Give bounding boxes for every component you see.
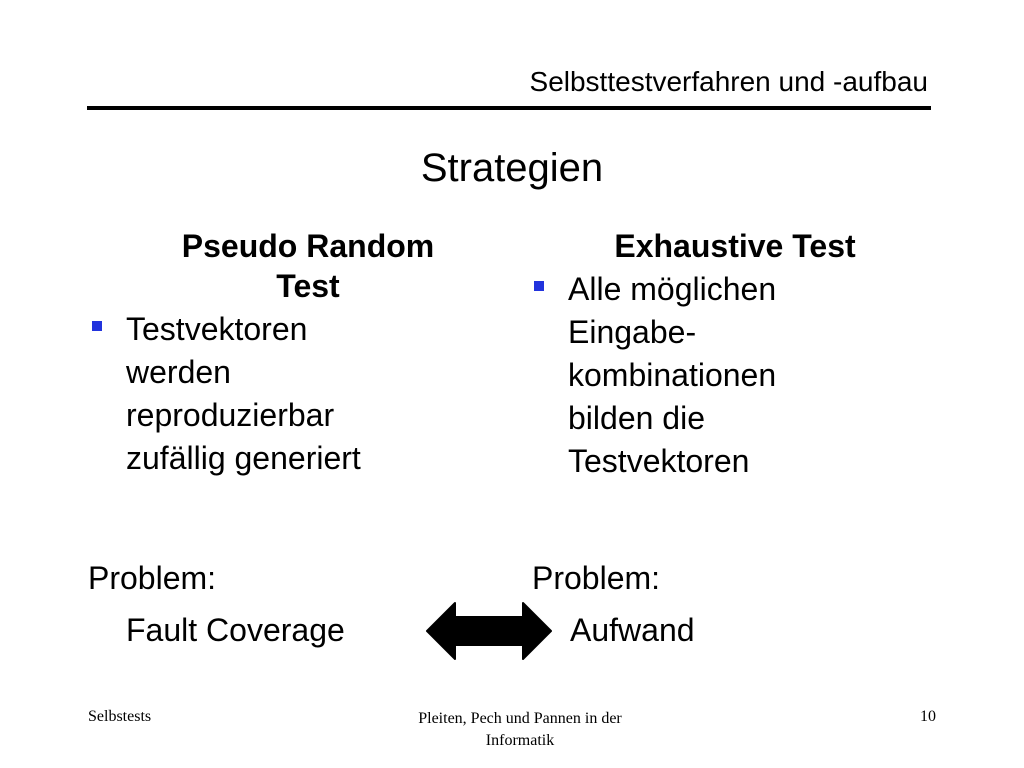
footer-title-line-1: Pleiten, Pech und Pannen in der [418, 710, 622, 727]
right-bullet-line-2: Eingabe- [568, 314, 697, 350]
right-bullet-line-3: kombinationen [568, 357, 777, 393]
left-problem-label: Problem: [88, 560, 217, 596]
left-heading-line-2: Test [276, 268, 340, 304]
double-headed-arrow-icon [425, 600, 553, 662]
right-bullet-line-4: bilden die [568, 400, 705, 436]
left-column [88, 226, 528, 480]
left-bullet-line-2: werden [126, 354, 231, 390]
right-problem-label: Problem: [532, 560, 661, 596]
page-number: 10 [920, 708, 936, 725]
right-bullet-line-5: Testvektoren [568, 443, 750, 479]
right-column-heading: Exhaustive Test [614, 228, 856, 264]
left-column-heading [88, 226, 528, 306]
slide-title: Strategien [420, 146, 604, 190]
right-column [530, 226, 950, 483]
footer-presentation-title [380, 708, 660, 752]
right-bullet-line-1: Alle möglichen [568, 271, 777, 307]
square-bullet-icon [534, 281, 544, 291]
left-bullet [88, 308, 528, 480]
square-bullet-icon [92, 321, 102, 331]
header-divider [87, 106, 931, 110]
left-bullet-line-1: Testvektoren [126, 311, 308, 347]
left-bullet-line-4: zufällig generiert [126, 440, 361, 476]
footer-title-line-2: Informatik [485, 732, 555, 749]
left-problem-value: Fault Coverage [126, 612, 345, 648]
footer-section-label: Selbstests [88, 708, 152, 725]
header-title: Selbsttestverfahren und -aufbau [529, 66, 928, 97]
left-heading-line-1: Pseudo Random [181, 228, 435, 264]
right-bullet [530, 268, 950, 483]
left-bullet-line-3: reproduzierbar [126, 397, 335, 433]
right-problem-value: Aufwand [570, 612, 695, 648]
